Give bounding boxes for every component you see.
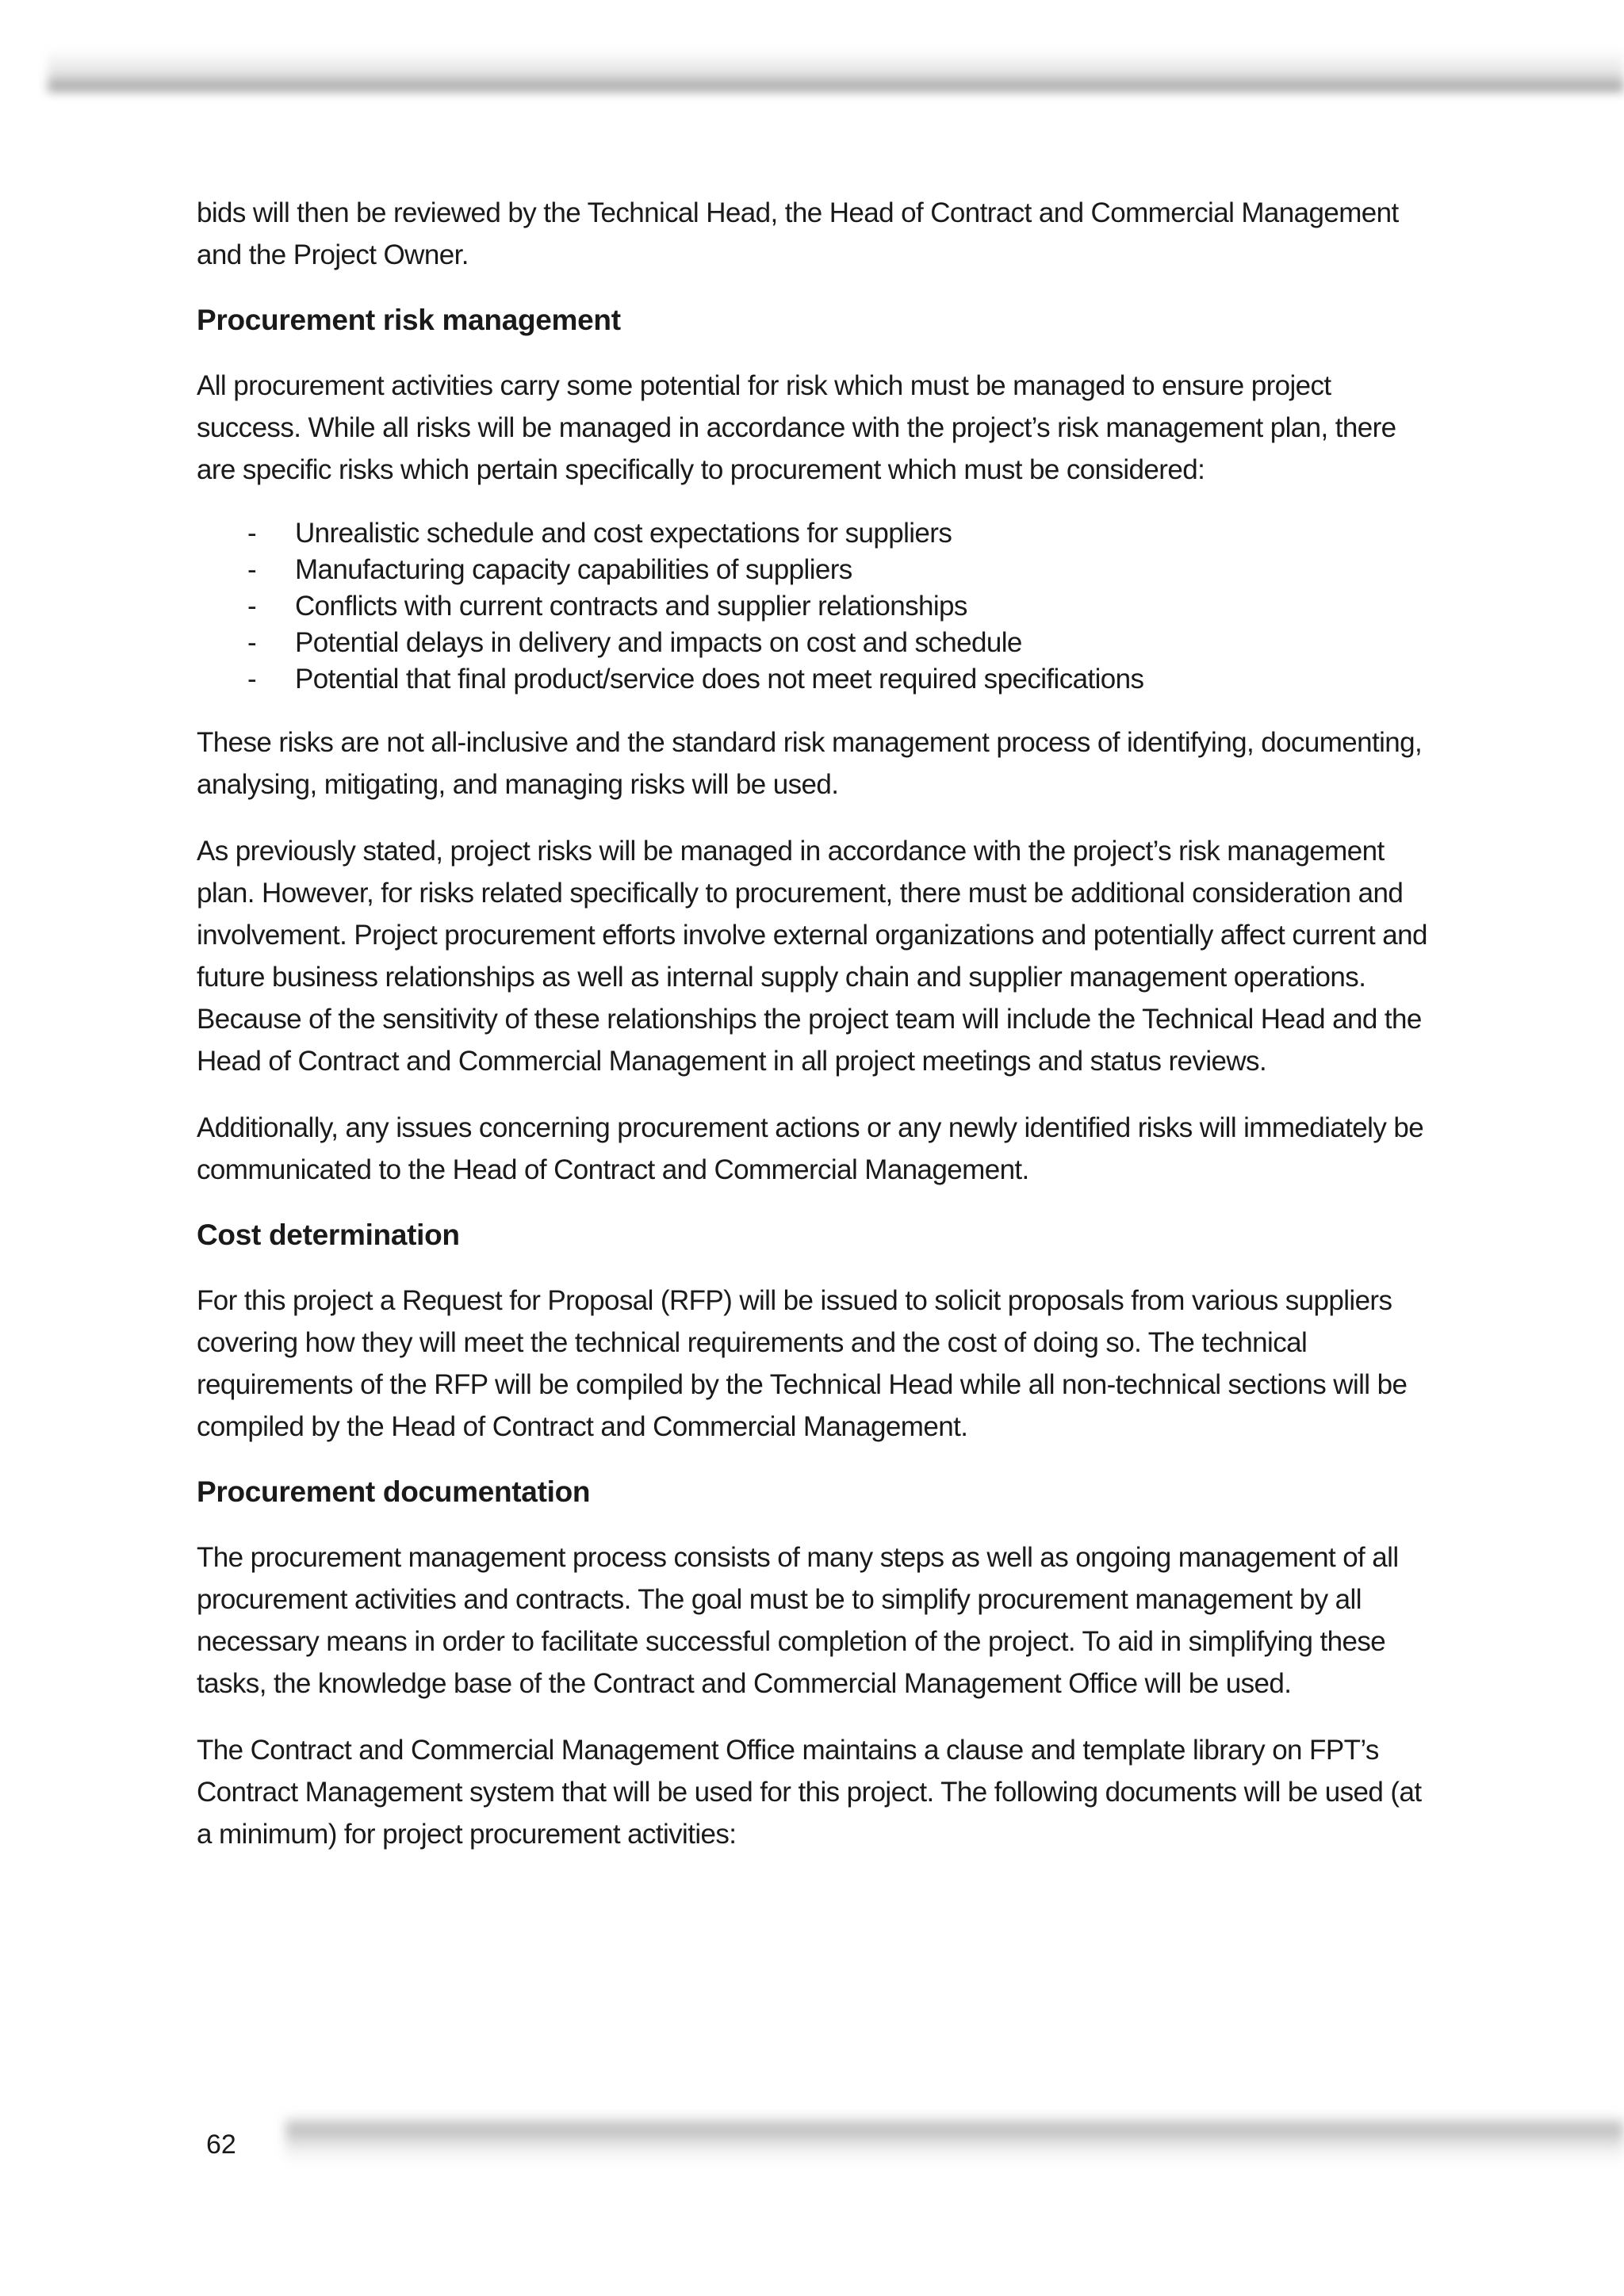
page-bottom-shadow: [285, 2115, 1624, 2164]
risk-involvement-paragraph: As previously stated, project risks will be managed in accordance with the project’s risk management plan. However, for risks related specifically to procurement, there must be additional consideration and involvement. Project procurement efforts involve external organizations and potentially affect current and future business relationships as well as internal supply chain and supplier management operations. Because of the sensitivity of these relationships the project team will include the Technical Head and the Head of Contract and Commercial Management in all project meetings and status reviews.: [197, 836, 1427, 1077]
list-item-text: Manufacturing capacity capabilities of suppliers: [295, 554, 852, 585]
heading-procurement-documentation: Procurement documentation: [197, 1475, 591, 1508]
heading-procurement-risk-management: Procurement risk management: [197, 304, 621, 336]
documentation-library-paragraph: The Contract and Commercial Management Office maintains a clause and template library on FPT’s Contract Management system that will be used for this project. The following documents will be used (at a minimum) for project procurement activities:: [197, 1735, 1422, 1850]
list-bullet: -: [247, 664, 257, 695]
list-item-text: Conflicts with current contracts and supplier relationships: [295, 591, 967, 622]
risk-intro-paragraph: All procurement activities carry some potential for risk which must be managed to ensure project success. While all risks will be managed in accordance with the project’s risk management plan, there are specific risks which pertain specifically to procurement which must be considered:: [197, 370, 1396, 485]
list-item: [247, 552, 1434, 588]
list-item: [247, 625, 1434, 661]
list-item: [247, 661, 1434, 698]
cost-paragraph: For this project a Request for Proposal (RFP) will be issued to solicit proposals from various suppliers covering how they will meet the technical requirements and the cost of doing so. The technical requirements of the RFP will be compiled by the Technical Head while all non-technical sections will be compiled by the Head of Contract and Commercial Management.: [197, 1285, 1408, 1442]
page-top-shadow: [48, 49, 1624, 94]
documentation-process-paragraph: The procurement management process consists of many steps as well as ongoing management of all procurement activities and contracts. The goal must be to simplify procurement management by all necessary means in order to facilitate successful completion of the project. To aid in simplifying these tasks, the knowledge base of the Contract and Commercial Management Office will be used.: [197, 1542, 1399, 1699]
list-bullet: -: [247, 554, 257, 585]
list-item-text: Potential that final product/service does not meet required specifications: [295, 664, 1144, 695]
list-item-text: Unrealistic schedule and cost expectations for suppliers: [295, 518, 952, 549]
list-item: [247, 515, 1434, 552]
risk-list: [197, 515, 1434, 698]
list-bullet: -: [247, 627, 257, 658]
list-bullet: -: [247, 591, 257, 622]
list-bullet: -: [247, 518, 257, 549]
list-item-text: Potential delays in delivery and impacts on cost and schedule: [295, 627, 1022, 658]
intro-paragraph: bids will then be reviewed by the Technical Head, the Head of Contract and Commercial Management and the Project Owner.: [197, 197, 1399, 270]
heading-cost-determination: Cost determination: [197, 1219, 460, 1251]
list-item: [247, 588, 1434, 625]
page-number: 62: [206, 2130, 236, 2160]
risk-scope-paragraph: These risks are not all-inclusive and the standard risk management process of identifying, documenting, analysing, mitigating, and managing risks will be used.: [197, 727, 1423, 800]
risk-issues-paragraph: Additionally, any issues concerning procurement actions or any newly identified risks will immediately be communicated to the Head of Contract and Commercial Management.: [197, 1112, 1424, 1185]
document-page: [197, 192, 1434, 1855]
